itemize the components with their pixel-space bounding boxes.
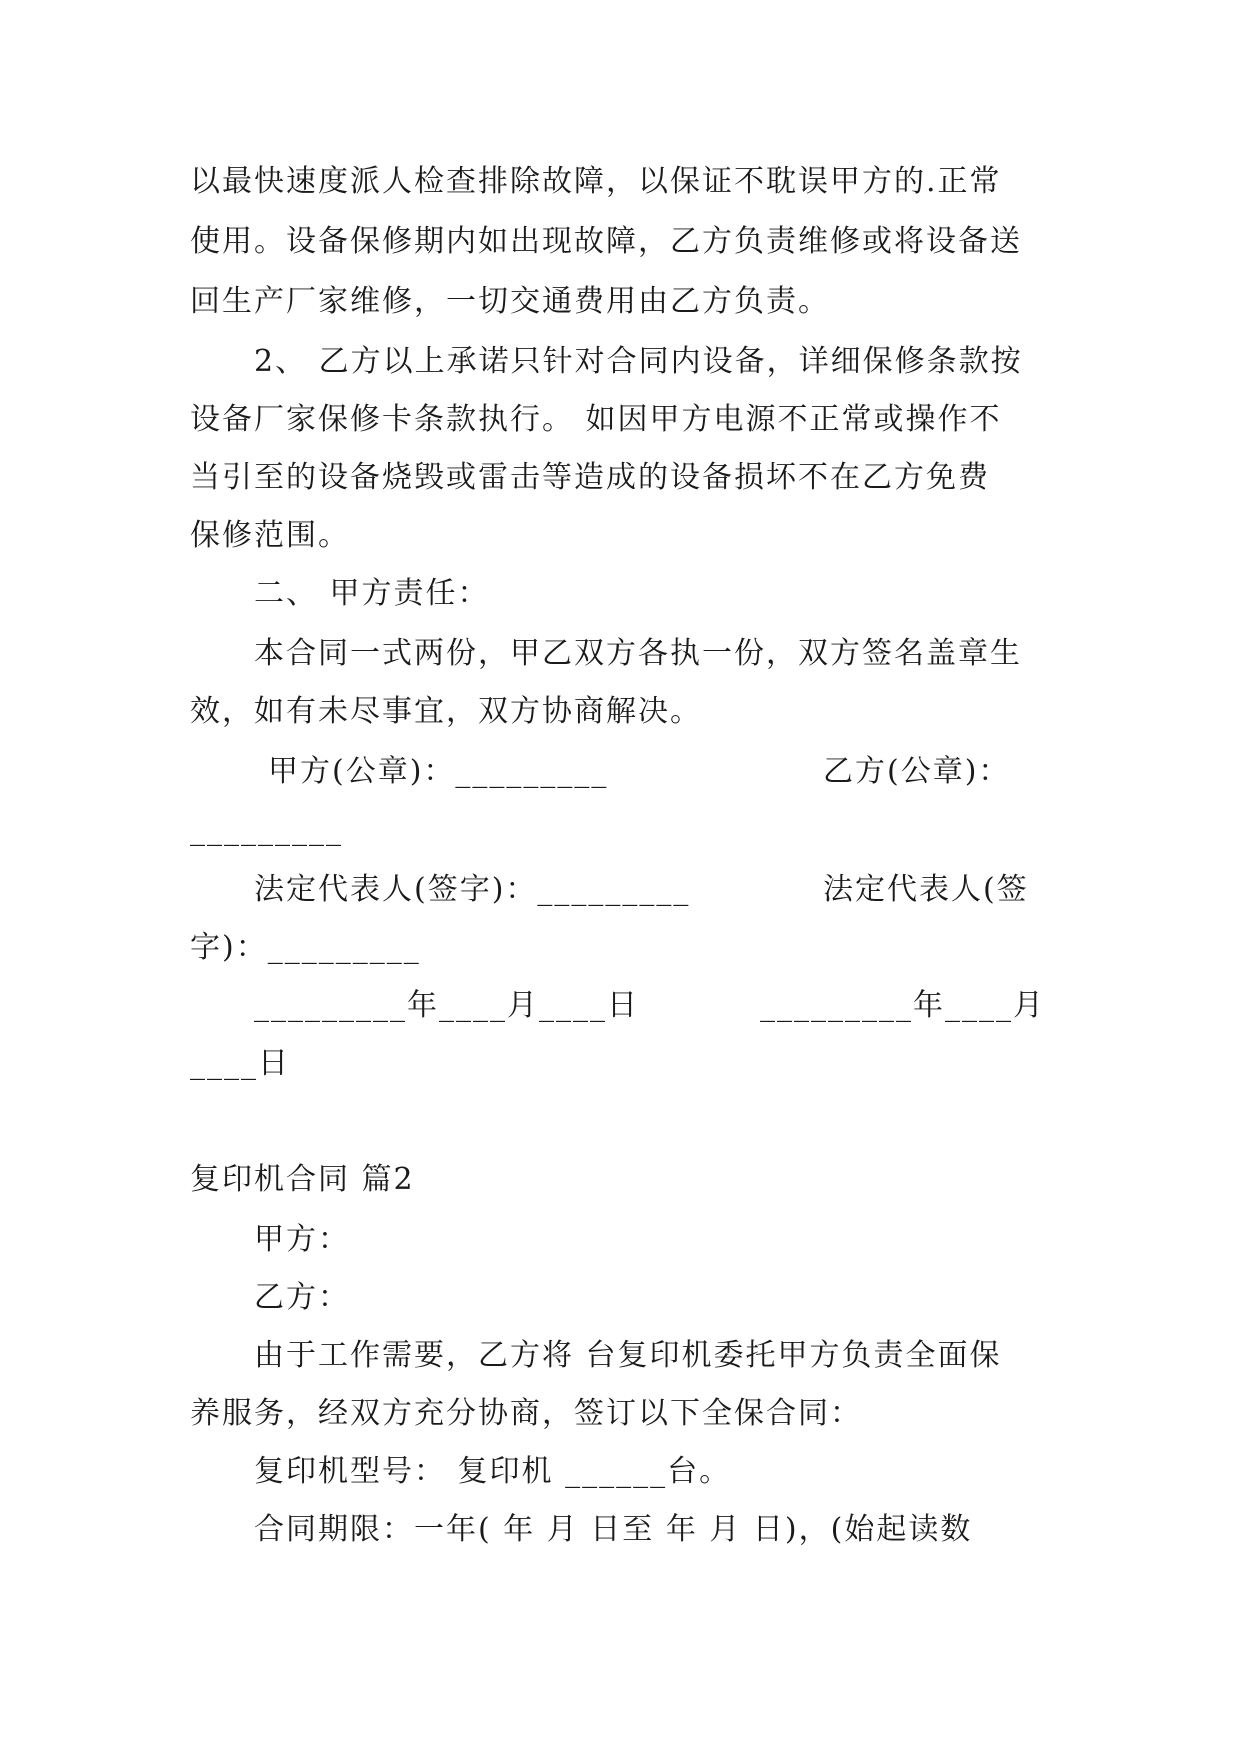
body-line: 由于工作需要，乙方将 台复印机委托甲方负责全面保 — [254, 1338, 1002, 1373]
body-line: 本合同一式两份，甲乙双方各执一份，双方签名盖章生 — [254, 636, 1022, 671]
party-b-representative: 法定代表人(签 — [823, 872, 1029, 907]
party-b-date-cont: ____日 — [190, 1046, 290, 1081]
body-line: 设备厂家保修卡条款执行。 如因甲方电源不正常或操作不 — [190, 402, 1002, 437]
body-line: 使用。设备保修期内如出现故障，乙方负责维修或将设备送 — [190, 224, 1022, 259]
copier-model-line: 复印机型号： 复印机 ______台。 — [254, 1454, 732, 1489]
party-a-date: _________年____月____日 — [254, 988, 639, 1023]
body-line: 效，如有未尽事宜，双方协商解决。 — [190, 694, 702, 729]
body-line: 当引至的设备烧毁或雷击等造成的设备损坏不在乙方免费 — [190, 460, 990, 495]
party-b-seal-blank: _________ — [190, 812, 343, 847]
party-a-representative: 法定代表人(签字)：_________ — [254, 872, 691, 907]
body-line: 回生产厂家维修，一切交通费用由乙方负责。 — [190, 284, 830, 319]
party-a-seal-line: 甲方(公章)：_________ — [268, 754, 609, 789]
clause-item: 2、 乙方以上承诺只针对合同内设备，详细保修条款按 — [254, 344, 1023, 379]
party-a-label: 甲方： — [254, 1222, 350, 1257]
section-heading: 二、 甲方责任： — [254, 576, 490, 611]
body-line: 以最快速度派人检查排除故障，以保证不耽误甲方的.正常 — [190, 164, 1002, 199]
body-line: 保修范围。 — [190, 518, 350, 553]
contract-term-line: 合同期限：一年( 年 月 日至 年 月 日)，(始起读数 — [254, 1512, 973, 1547]
contract-title: 复印机合同 篇2 — [190, 1162, 415, 1197]
party-b-seal-label: 乙方(公章)： — [823, 754, 1011, 789]
body-line: 养服务，经双方充分协商，签订以下全保合同： — [190, 1396, 862, 1431]
party-b-date: _________年____月 — [760, 988, 1045, 1023]
party-b-label: 乙方： — [254, 1280, 350, 1315]
party-b-representative-cont: 字)：_________ — [190, 930, 421, 965]
